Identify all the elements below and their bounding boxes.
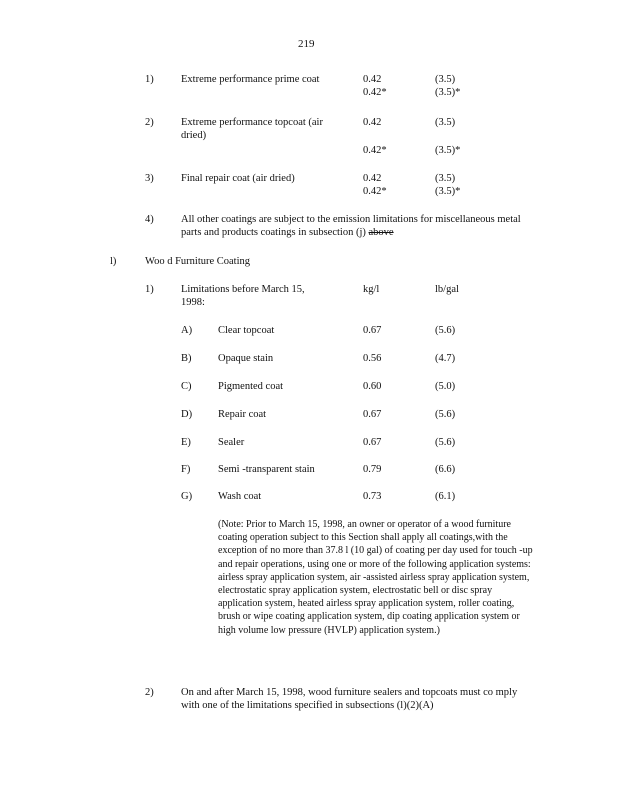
kg-value: 0.67: [363, 409, 382, 420]
kg-header: kg/l: [363, 284, 380, 295]
row-letter: A): [181, 325, 193, 336]
item-number: 1): [145, 74, 154, 85]
lb-value: (3.5): [435, 173, 456, 184]
lb-value: (5.6): [435, 409, 456, 420]
kg-value: 0.67: [363, 325, 382, 336]
item-text: Final repair coat (air dried): [181, 173, 295, 184]
kg-value: 0.60: [363, 381, 382, 392]
lb-value: (5.6): [435, 325, 456, 336]
item-text: [181, 213, 533, 239]
row-letter: E): [181, 437, 191, 448]
row-letter: C): [181, 381, 192, 392]
lb-value: (5.6): [435, 437, 456, 448]
lb-header: lb/gal: [435, 284, 459, 295]
kg-value: 0.42: [363, 117, 382, 128]
kg-value: 0.67: [363, 437, 382, 448]
row-letter: B): [181, 353, 192, 364]
lb-value: (3.5)*: [435, 186, 461, 197]
kg-value: 0.42: [363, 74, 382, 85]
row-name: Pigmented coat: [218, 381, 284, 392]
item-number: 2): [145, 117, 154, 128]
item-text-body: All other coatings are subject to the emission limitations for miscellaneous metal parts and products coatings in subsection (j): [181, 214, 521, 238]
row-name: Clear topcoat: [218, 325, 275, 336]
kg-value: 0.73: [363, 491, 382, 502]
item-text: Extreme performance prime coat: [181, 74, 320, 85]
row-name: Repair coat: [218, 409, 267, 420]
lb-value: (3.5)*: [435, 145, 461, 156]
lb-value: (3.5): [435, 74, 456, 85]
item-number: 2): [145, 687, 154, 698]
row-letter: G): [181, 491, 193, 502]
item-number: 3): [145, 173, 154, 184]
row-name: Opaque stain: [218, 353, 274, 364]
section-number: l): [110, 256, 117, 267]
lb-value: (3.5): [435, 117, 456, 128]
item-text: Extreme performance topcoat (air dried): [181, 117, 323, 141]
lb-value: (5.0): [435, 381, 456, 392]
lb-value: (6.1): [435, 491, 456, 502]
row-name: Wash coat: [218, 491, 262, 502]
item-text: Limitations before March 15, 1998:: [181, 284, 305, 308]
row-name: Sealer: [218, 437, 245, 448]
lb-value: (3.5)*: [435, 87, 461, 98]
note-paragraph: (Note: Prior to March 15, 1998, an owner or operator of a wood furniture coating operation subject to this Section shall apply all coatings,with the exception of no more than 37.8 l (10 gal) of coating per day used for touch -up and repair operations, using one or more of the following application systems: airless spray application system, air -assisted airless spray application system, electrostatic spray application system, electrostatic bell or disc spray application system, heated airless spray application system, roller coating, brush or wipe coating application system, dip coating application system or high volume low pressure (HVLP) application system.): [218, 519, 533, 636]
row-name: Semi -transparent stain: [218, 464, 315, 475]
row-letter: D): [181, 409, 193, 420]
row-letter: F): [181, 464, 191, 475]
kg-value: 0.56: [363, 353, 382, 364]
page-number: 219: [298, 38, 315, 50]
kg-value: 0.42*: [363, 87, 387, 98]
kg-value: 0.42*: [363, 145, 387, 156]
kg-value: 0.42*: [363, 186, 387, 197]
section-title: Woo d Furniture Coating: [145, 256, 251, 267]
item-number: 4): [145, 214, 154, 225]
struck-text: above: [368, 227, 394, 238]
lb-value: (4.7): [435, 353, 456, 364]
kg-value: 0.79: [363, 464, 382, 475]
item-number: 1): [145, 284, 154, 295]
item-text: On and after March 15, 1998, wood furniture sealers and topcoats must co mply with one of the limitations specified in subsections (l)(2)(A): [181, 687, 518, 711]
kg-value: 0.42: [363, 173, 382, 184]
lb-value: (6.6): [435, 464, 456, 475]
